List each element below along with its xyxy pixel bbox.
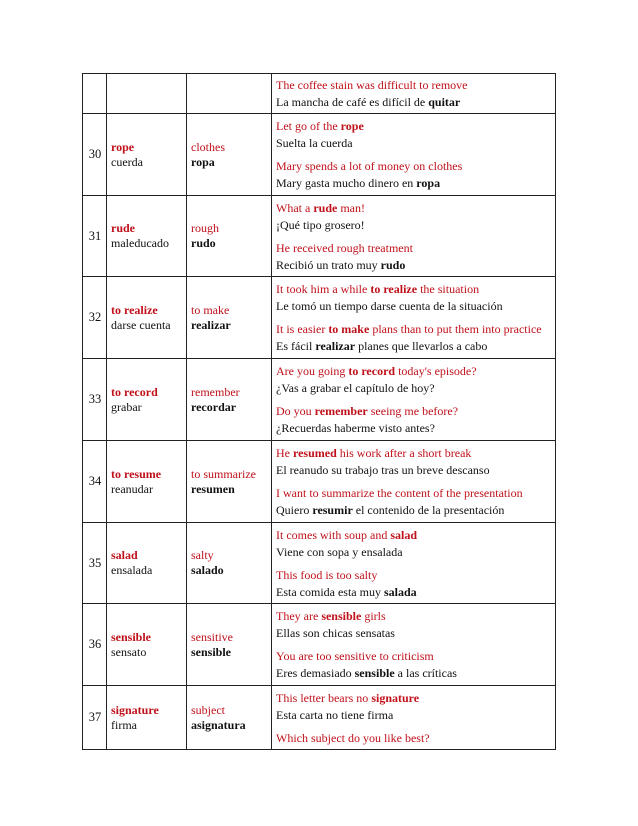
example-line <box>276 380 551 397</box>
example-line <box>276 625 551 642</box>
word-english: signature <box>111 702 159 717</box>
example-line <box>276 544 551 561</box>
false-friend-spanish: realizar <box>191 317 231 332</box>
row-number: 31 <box>83 196 107 277</box>
false-friend-spanish: sensible <box>191 644 232 659</box>
example-text: el contenido de la presentación <box>352 503 505 517</box>
word-english: sensible <box>111 629 152 644</box>
example-text: a las críticas <box>394 666 457 680</box>
example-line <box>276 648 551 665</box>
example-keyword: sensible <box>321 609 362 623</box>
vocabulary-table <box>82 73 556 750</box>
false-friend-english: clothes <box>191 139 225 154</box>
example-line <box>276 363 551 380</box>
word-english: rope <box>111 139 135 154</box>
example-text: planes que llevarlos a cabo <box>355 339 488 353</box>
example-line <box>276 608 551 625</box>
example-line <box>276 298 551 315</box>
example-text: the situation <box>417 282 480 296</box>
example-text: seeing me before? <box>367 404 459 418</box>
table-row <box>83 277 556 359</box>
false-friend-spanish: resumen <box>191 481 235 496</box>
example-keyword: ropa <box>416 176 441 190</box>
number-cell <box>83 74 107 114</box>
table-row <box>83 74 556 114</box>
example-text: Ellas son chicas sensatas <box>276 626 395 640</box>
examples-cell <box>272 686 556 750</box>
example-keyword: salada <box>383 584 417 599</box>
word-cell <box>107 523 187 604</box>
false-friend-english: to make <box>191 302 230 317</box>
example-line <box>276 462 551 479</box>
example-text: ¿Recuerdas haberme visto antes? <box>276 421 435 435</box>
example-keyword: quitar <box>428 95 461 109</box>
example-text: I want to summarize the content of the presentation <box>276 486 523 500</box>
false-friend-cell <box>187 523 272 604</box>
example-line <box>276 200 551 217</box>
word-spanish: grabar <box>111 399 142 414</box>
example-text: Let go of the <box>276 119 341 133</box>
false-friend-cell <box>187 74 272 114</box>
word-cell <box>107 604 187 686</box>
example-text: Suelta la cuerda <box>276 136 353 150</box>
false-friend-cell <box>187 114 272 196</box>
example-es <box>276 94 551 111</box>
example-line <box>276 445 551 462</box>
example-keyword: rope <box>340 119 364 133</box>
example-text: He <box>276 446 293 460</box>
table-row <box>83 523 556 604</box>
word-cell <box>107 114 187 196</box>
example-text: It is easier <box>276 322 329 336</box>
false-friend-cell <box>187 359 272 441</box>
false-friend-spanish: recordar <box>191 399 237 414</box>
example-text: Mary gasta mucho dinero en <box>276 176 417 190</box>
example-text: El reanudo su trabajo tras un breve descanso <box>276 463 490 477</box>
example-keyword: to record <box>348 364 396 378</box>
row-number: 35 <box>83 523 107 604</box>
examples-cell <box>272 277 556 359</box>
word-cell <box>107 196 187 277</box>
example-text: today's episode? <box>395 364 477 378</box>
examples-cell <box>272 523 556 604</box>
example-text: Quiero <box>276 503 313 517</box>
example-keyword: to realize <box>370 282 418 296</box>
false-friend-english: remember <box>191 384 240 399</box>
example-text: What a <box>276 200 314 215</box>
example-line <box>276 665 551 682</box>
example-text: plans than to put them into practice <box>369 322 542 336</box>
example-line <box>276 135 551 152</box>
example-line <box>276 403 551 420</box>
example-text: ¿Vas a grabar el capítulo de hoy? <box>276 381 435 395</box>
table-row <box>83 441 556 523</box>
example-keyword: remember <box>314 404 368 418</box>
word-spanish: darse cuenta <box>111 317 171 332</box>
false-friend-spanish: rudo <box>191 236 216 250</box>
example-line <box>276 420 551 437</box>
false-friend-english: salty <box>191 548 214 562</box>
example-text: Esta carta no tiene firma <box>276 707 394 722</box>
false-friend-english: to summarize <box>191 466 256 481</box>
example-text: Es fácil <box>276 339 316 353</box>
example-line <box>276 567 551 584</box>
word-spanish: cuerda <box>111 154 143 169</box>
word-spanish: maleducado <box>111 236 169 250</box>
word-cell <box>107 686 187 750</box>
example-text: You are too sensitive to criticism <box>276 649 434 663</box>
word-cell <box>107 359 187 441</box>
example-line <box>276 217 551 234</box>
example-text: It comes with soup and <box>276 527 391 542</box>
false-friend-english: rough <box>191 221 219 235</box>
word-english: to realize <box>111 302 158 317</box>
table-row <box>83 604 556 686</box>
example-line <box>276 257 551 274</box>
word-spanish: firma <box>111 717 137 732</box>
examples-cell <box>272 604 556 686</box>
examples-cell <box>272 74 556 114</box>
false-friend-cell <box>187 441 272 523</box>
example-text: It took him a while <box>276 282 371 296</box>
example-keyword: resumir <box>312 503 353 517</box>
example-keyword: signature <box>371 690 420 705</box>
example-line <box>276 158 551 175</box>
example-keyword: sensible <box>354 666 395 680</box>
example-text: La mancha de café es difícil de <box>276 95 429 109</box>
table-row <box>83 114 556 196</box>
example-line <box>276 118 551 135</box>
examples-cell <box>272 441 556 523</box>
example-keyword: resumed <box>293 446 337 460</box>
example-keyword: salad <box>390 527 418 542</box>
false-friend-cell <box>187 686 272 750</box>
examples-cell <box>272 114 556 196</box>
table-row <box>83 359 556 441</box>
false-friend-cell <box>187 277 272 359</box>
example-line <box>276 338 551 355</box>
row-number: 36 <box>83 604 107 686</box>
false-friend-spanish: ropa <box>191 154 215 169</box>
row-number: 37 <box>83 686 107 750</box>
word-spanish: sensato <box>111 644 147 659</box>
example-keyword: rude <box>313 200 338 215</box>
example-en: The coffee stain was difficult to remove <box>276 78 468 92</box>
example-line <box>276 527 551 544</box>
false-friend-cell <box>187 196 272 277</box>
example-text: ¡Qué tipo grosero! <box>276 217 365 232</box>
word-cell <box>107 74 187 114</box>
example-line <box>276 175 551 192</box>
example-text: Are you going <box>276 364 349 378</box>
example-line <box>276 584 551 601</box>
row-number: 30 <box>83 114 107 196</box>
word-spanish: reanudar <box>111 481 153 496</box>
word-spanish: ensalada <box>111 563 153 577</box>
table-row <box>83 196 556 277</box>
example-keyword: rudo <box>380 257 406 272</box>
example-text: They are <box>276 609 322 623</box>
false-friend-english: subject <box>191 702 225 717</box>
example-line <box>276 281 551 298</box>
word-english: to resume <box>111 466 162 481</box>
example-text: his work after a short break <box>336 446 472 460</box>
example-line <box>276 730 551 747</box>
word-cell <box>107 441 187 523</box>
table-row <box>83 686 556 750</box>
false-friend-cell <box>187 604 272 686</box>
example-text: Esta comida esta muy <box>276 584 384 599</box>
false-friend-spanish: salado <box>191 563 224 577</box>
example-text: Viene con sopa y ensalada <box>276 544 403 559</box>
example-text: girls <box>361 609 386 623</box>
example-keyword: realizar <box>315 339 356 353</box>
row-number: 33 <box>83 359 107 441</box>
row-number: 32 <box>83 277 107 359</box>
word-english: rude <box>111 221 135 235</box>
word-english: salad <box>111 548 138 562</box>
example-text: Which subject do you like best? <box>276 730 430 745</box>
word-english: to record <box>111 384 158 399</box>
example-text: He received rough treatment <box>276 240 413 255</box>
example-text: man! <box>337 200 365 215</box>
false-friend-english: sensitive <box>191 629 233 644</box>
example-line <box>276 321 551 338</box>
example-text: Le tomó un tiempo darse cuenta de la situación <box>276 299 503 313</box>
word-cell <box>107 277 187 359</box>
example-text: Recibió un trato muy <box>276 257 381 272</box>
example-text: This letter bears no <box>276 690 372 705</box>
example-line <box>276 690 551 707</box>
example-keyword: to make <box>328 322 370 336</box>
examples-cell <box>272 359 556 441</box>
example-line <box>276 240 551 257</box>
examples-cell <box>272 196 556 277</box>
false-friend-spanish: asignatura <box>191 717 246 732</box>
example-text: Eres demasiado <box>276 666 355 680</box>
example-line <box>276 502 551 519</box>
example-text: Do you <box>276 404 315 418</box>
row-number: 34 <box>83 441 107 523</box>
example-line <box>276 707 551 724</box>
example-text: Mary spends a lot of money on clothes <box>276 159 463 173</box>
example-line <box>276 485 551 502</box>
example-text: This food is too salty <box>276 567 378 582</box>
